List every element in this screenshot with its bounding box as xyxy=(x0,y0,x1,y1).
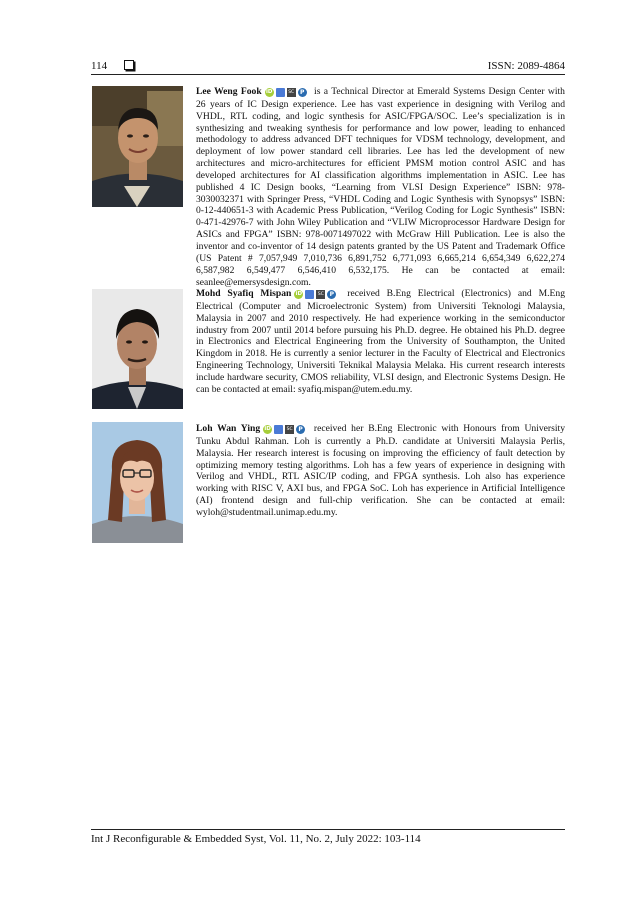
author-profile-icons xyxy=(263,424,307,436)
publons-icon[interactable]: P xyxy=(296,425,305,434)
author-profile-icons xyxy=(265,87,309,99)
author-name: Loh Wan Ying xyxy=(196,423,261,434)
author-bio-text: is a Technical Director at Emerald Systems Design Center with 26 years of IC Design experience. Lee has vast experience in designing with Verilog and VHDL, RTL coding, and logic synthesis for ASIC/FPGA/SOC. Lee’s specialization is in synthesizing and tweaking synthesis for performance and low power, leading to enhanced methodology to address advanced DFT techniques for VDSM technology, development, and deployment of low power standard cell libraries. Lee has led the development of new architectures and micro-architectures for efficient PMSM motion control ASIC and has developed architectures for AI classification algorithms implementation in ASIC. Lee has published 4 IC Design books, “Learning from VLSI Design Experience” ISBN: 978-3030032371 with Springer Press, “VHDL Coding and Logic Synthesis with Synopsys” ISBN: 0-12-440651-3 with Academic Press Publication, “Verilog Coding for Logic Synthesis” ISBN: 0-471-42976-7 with John Wiley Publication and “VLIW Microprocessor Hardware Design for ASICs and FPGA” ISBN: 978-0071497022 with McGraw Hill Publication. Lee is also the inventor and co-inventor of 14 design patents granted by the US Patent and Trademark Office (US Patent # 7,057,949 7,010,736 6,891,752 6,771,093 6,665,214 6,654,349 6,622,274 6,587,982 6,549,477 6,546,410 6,532,175. He can be contacted at email: seanlee@emersysdesign.com. xyxy=(196,86,565,288)
publons-icon[interactable]: P xyxy=(327,290,336,299)
page-number: 114 xyxy=(91,60,108,72)
footer-rule xyxy=(91,829,565,830)
google-scholar-icon[interactable] xyxy=(274,425,283,434)
author-photo-loh-wan-ying xyxy=(92,422,183,543)
google-scholar-icon[interactable] xyxy=(276,88,285,97)
author-photo-mohd-syafiq-mispan xyxy=(92,289,183,409)
header-rule xyxy=(91,74,565,75)
google-scholar-icon[interactable] xyxy=(305,290,314,299)
author-name: Mohd Syafiq Mispan xyxy=(196,288,292,299)
author-bio-text: received B.Eng Electrical (Electronics) and M.Eng Electrical (Computer and Microelectronic System) from Universiti Teknologi Malaysia, Malaysia in 2007 and 2010 respectively. He had experience working in the semiconductor industry from 2007 until 2014 before pursuing his Ph.D. degree. He obtained his Ph.D. degree in Electronics and Electrical Engineering from the University of Southampton, the United Kingdom in 2018. He is currently a senior lecturer in the Faculty of Electrical and Electronics Engineering Technology, Universiti Teknikal Malaysia Melaka. His current research interests include hardware security, CMOS reliability, VLSI design, and Electronic Systems Design. He can be contacted at email: syafiq.mispan@utem.edu.my. xyxy=(196,288,565,395)
scopus-icon[interactable]: SC xyxy=(288,90,295,96)
issn-label: ISSN: 2089-4864 xyxy=(487,60,565,72)
author-photo-lee-weng-fook xyxy=(92,86,183,207)
journal-citation: Int J Reconfigurable & Embedded Syst, Vol. 11, No. 2, July 2022: 103-114 xyxy=(91,833,421,845)
scopus-icon[interactable]: SC xyxy=(317,292,324,298)
author-bio-text: received her B.Eng Electronic with Honours from University Tunku Abdul Rahman. Loh is currently a Ph.D. candidate at Universiti Malaysia Perlis, Malaysia. Her research interest is focusing on improving the efficiency of fault detection by optimizing memory testing algorithms. Loh has a few years of experience in designing with Verilog and VHDL, RTL ASIC/IP coding, and FPGA synthesis. Loh also has experience working with RISC V, AXI bus, and FPGA SoC. Loh has experience in Artificial Intelligence (AI) frontend design and full-chip verification. She can be contacted at email: wyloh@studentmail.unimap.edu.my. xyxy=(196,423,565,518)
orcid-icon[interactable]: iD xyxy=(265,89,273,96)
author-bio-mohd-syafiq-mispan xyxy=(196,288,565,396)
orcid-icon[interactable]: iD xyxy=(264,426,271,433)
orcid-icon[interactable]: iD xyxy=(295,291,303,298)
author-bio-lee-weng-fook xyxy=(196,86,565,288)
author-profile-icons xyxy=(294,289,338,301)
running-header xyxy=(91,58,565,74)
square-bullet-icon xyxy=(124,60,134,70)
author-name: Lee Weng Fook xyxy=(196,86,262,97)
scopus-icon[interactable]: SC xyxy=(286,427,293,433)
author-bio-loh-wan-ying xyxy=(196,423,565,519)
publons-icon[interactable]: P xyxy=(298,88,307,97)
